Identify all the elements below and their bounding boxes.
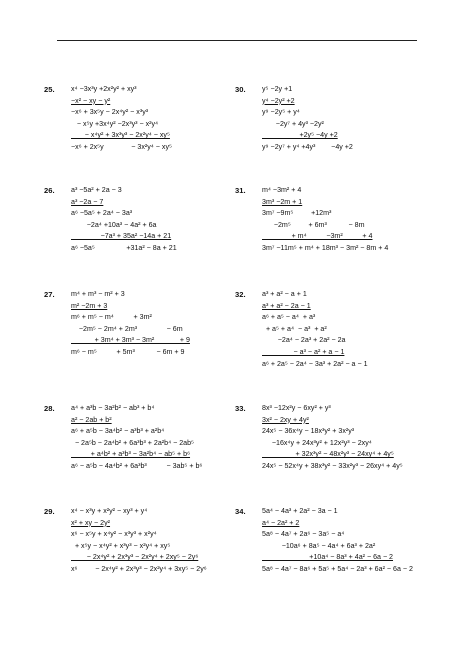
partial-product-line: −2a⁴ +10a³ − 4a² + 6a: [71, 220, 157, 229]
problem-number: 34.: [235, 507, 246, 516]
partial-product-line: 5a⁸ − 4a⁷ + 2a⁶ − 3a⁵ − a⁴: [262, 530, 345, 539]
result-line: 5a⁸ − 4a⁷ − 8a⁶ + 5a⁵ + 5a⁴ − 2a³ + 6a² − 6a − 2: [262, 564, 413, 573]
partial-product-line: x⁶ − x⁵y + x⁴y² − x³y³ + x²y⁴: [71, 530, 157, 539]
partial-product-line: m⁶ + m⁵ − m⁴ + 3m²: [71, 313, 152, 322]
multiplier-line: m² −2m + 3: [71, 301, 108, 310]
partial-product-line: y⁹ −2y⁵ + y⁴: [262, 108, 300, 117]
result-line: a⁶ + 2a⁵ − 2a⁴ − 3a³ + 2a² − a − 1: [262, 359, 368, 368]
multiplier-line: a³ + a² − 2a − 1: [262, 301, 311, 310]
problem-number: 31.: [235, 186, 246, 195]
partial-product-line: a⁶ −5a⁵ + 2a⁴ − 3a³: [71, 209, 133, 218]
multiplier-line: 3x² − 2xy + 4y²: [262, 415, 309, 424]
problem-30: [235, 84, 353, 154]
multiplicand-line: y⁵ −2y +1: [262, 85, 293, 93]
partial-product-line: + a⁴b² + a³b³ − 3a²b⁴ − ab⁵ + b⁶: [71, 450, 191, 459]
problem-number: 26.: [44, 186, 55, 195]
problem-32: [235, 289, 368, 370]
problem-33: [235, 403, 403, 473]
problem-number: 25.: [44, 85, 55, 94]
result-line: x⁶ − 2x⁴y² + 2x³y³ − 2x²y⁴ + 3xy⁵ − 2y⁶: [71, 564, 207, 573]
problem-number: 27.: [44, 290, 55, 299]
partial-product-line: +10a⁴ − 8a³ + 4a² − 6a − 2: [262, 553, 394, 562]
result-line: a⁶ − a⁵b − 4a⁴b² + 6a³b³ − 3ab⁵ + b⁶: [71, 461, 203, 470]
multiplier-line: y⁴ −2y² +2: [262, 96, 295, 105]
multiplier-line: a³ −2a − 7: [71, 197, 104, 206]
result-line: a⁶ −5a⁵ +31a² − 8a + 21: [71, 243, 177, 252]
multiplier-line: x² + xy − 2y²: [71, 518, 111, 527]
partial-product-line: −7a³ + 35a² −14a + 21: [71, 232, 172, 241]
partial-product-line: −2m⁵ + 6m³ − 8m: [262, 220, 365, 229]
partial-product-line: − x⁵y +3x⁴y² −2x³y³ − x²y⁴: [71, 119, 159, 128]
problem-29: [44, 506, 207, 576]
partial-product-line: −2a⁴ − 2a³ + 2a² − 2a: [262, 336, 346, 345]
partial-product-line: + m⁴ −3m² + 4: [262, 232, 373, 241]
partial-product-line: + a⁵ + a⁴ − a³ + a²: [262, 324, 327, 333]
problem-25: [44, 84, 172, 154]
partial-product-line: − 2a⁵b − 2a⁴b² + 6a³b³ + 2a²b⁴ − 2ab⁵: [71, 438, 194, 447]
multiplier-line: a⁴ − 2a² + 2: [262, 518, 300, 527]
result-line: 3m⁷ −11m⁵ + m⁴ + 18m³ − 3m² − 8m + 4: [262, 243, 389, 252]
problem-27: [44, 289, 190, 359]
multiplicand-line: 8x³ −12x²y − 6xy² + y³: [262, 404, 331, 412]
partial-product-line: a⁶ + a⁵b − 3a⁴b² − a³b³ + a²b⁴: [71, 427, 165, 436]
multiplicand-line: m⁴ + m³ − m² + 3: [71, 290, 125, 298]
multiplicand-line: 5a⁴ − 4a³ + 2a² − 3a − 1: [262, 507, 338, 515]
multiplier-line: −x² − xy − y²: [71, 96, 111, 105]
partial-product-line: −2m⁵ − 2m⁴ + 2m³ − 6m: [71, 324, 183, 333]
partial-product-line: + 32x³y² − 48x²y³ − 24xy⁴ + 4y⁵: [262, 450, 394, 459]
top-rule: [57, 40, 417, 41]
problem-number: 30.: [235, 85, 246, 94]
partial-product-line: + x⁵y − x⁴y² + x³y³ − x²y⁴ + xy⁵: [71, 541, 171, 550]
partial-product-line: + 3m⁴ + 3m³ − 3m² + 9: [71, 336, 190, 345]
partial-product-line: −2y⁷ + 4y³ −2y²: [262, 119, 324, 128]
partial-product-line: −10a⁶ + 8a⁵ − 4a⁴ + 6a³ + 2a²: [262, 541, 376, 550]
multiplier-line: a² − 2ab + b²: [71, 415, 112, 424]
result-line: −x⁶ + 2x⁵y − 3x²y⁴ − xy⁵: [71, 142, 172, 151]
partial-product-line: +2y⁵ −4y +2: [262, 131, 338, 140]
multiplicand-line: a⁴ + a³b − 3a²b² − ab³ + b⁴: [71, 404, 155, 412]
multiplicand-line: a³ + a² − a + 1: [262, 290, 307, 298]
problem-31: [235, 185, 389, 255]
problem-34: [235, 506, 413, 576]
problem-28: [44, 403, 203, 473]
problem-number: 29.: [44, 507, 55, 516]
result-line: y⁹ −2y⁷ + y⁴ +4y³ −4y +2: [262, 142, 353, 151]
result-line: 24x⁵ − 52x⁴y + 38x³y² − 33x²y³ − 26xy⁴ + 4y⁵: [262, 461, 403, 470]
multiplicand-line: a³ −5a² + 2a − 3: [71, 186, 122, 194]
problem-26: [44, 185, 177, 255]
partial-product-line: − x⁴y² + 3x³y³ − 2x²y⁴ − xy⁵: [71, 131, 170, 140]
partial-product-line: 24x⁵ − 36x⁴y − 18x³y² + 3x²y³: [262, 427, 355, 436]
result-line: m⁶ − m⁵ + 5m³ − 6m + 9: [71, 347, 185, 356]
problem-number: 28.: [44, 404, 55, 413]
partial-product-line: 3m⁷ −9m⁵ +12m³: [262, 209, 332, 218]
multiplier-line: 3m³ −2m + 1: [262, 197, 303, 206]
partial-product-line: − a³ − a² + a − 1: [262, 347, 345, 356]
problem-number: 32.: [235, 290, 246, 299]
multiplicand-line: m⁴ −3m² + 4: [262, 186, 302, 194]
multiplicand-line: x⁴ −3x³y +2x²y² + xy³: [71, 85, 137, 93]
partial-product-line: −x⁶ + 3x⁵y − 2x⁴y² − x³y³: [71, 108, 149, 117]
problem-number: 33.: [235, 404, 246, 413]
multiplicand-line: x⁴ − x³y + x²y² − xy³ + y⁴: [71, 507, 148, 515]
partial-product-line: a⁶ + a⁵ − a⁴ + a³: [262, 313, 316, 322]
partial-product-line: −16x⁴y + 24x³y² + 12x²y³ − 2xy⁴: [262, 438, 372, 447]
partial-product-line: − 2x⁴y² + 2x³y³ − 2x²y⁴ + 2xy⁵ − 2y⁶: [71, 553, 199, 562]
